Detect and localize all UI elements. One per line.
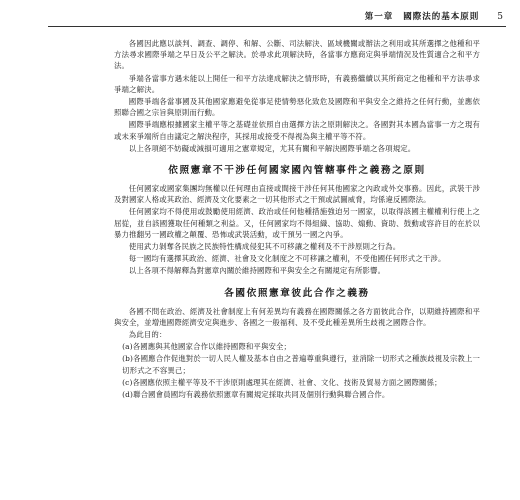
list-lead: 為此目的： [128, 330, 167, 340]
paragraph: 國際爭端應根據國家主權平等之基礎並依照自由選擇方法之原則解決之。各國對其本國為當事一方之現有或未來爭端所自由議定之解決程序，其採用或接受不得視為與主權平等不符。 [114, 120, 480, 141]
chapter-label: 第一章 [364, 12, 394, 22]
running-header [365, 10, 504, 22]
paragraph: 爭端各當事方遇未能以上開任一和平方法達成解決之情形時，有義務繼續以其所商定之他種和平方法尋求爭端之解決。 [114, 73, 480, 94]
section-heading-cooperation: 各國依照憲章彼此合作之義務 [224, 287, 370, 299]
list-item: (b)各國應合作促進對於一切人民人權及基本自由之普遍尊重與遵行，並消除一切形式之種族歧視及宗教上一切形式之不容異己； [122, 354, 480, 375]
page-number: 5 [497, 12, 504, 22]
paragraph: 國際爭端各當事國及其他國家應避免從事足使情勢惡化致危及國際和平與安全之維持之任何行動，並應依照聯合國之宗旨與原則而行動。 [114, 97, 480, 118]
section-non-intervention [114, 183, 480, 277]
paragraph: 各國不問在政治、經濟及社會制度上有何差異均有義務在國際關係之各方面彼此合作，以期維持國際和平與安全，並增進國際經濟安定與進步、各國之一般福利、及不受此種差異所生歧視之國際合作。 [114, 306, 480, 327]
page-body [114, 38, 480, 401]
paragraph: 以上各項不得解釋為對憲章內關於維持國際和平與安全之有關規定有所影響。 [128, 266, 386, 276]
chapter-title: 國際法的基本原則 [403, 12, 480, 22]
list-item: (c)各國應依照主權平等及不干涉原則處理其在經濟、社會、文化、技術及貿易方面之國際關係； [122, 377, 442, 387]
paragraph: 使用武力剝奪各民族之民族特性構成侵犯其不可移讓之權利及不干涉原則之行為。 [128, 242, 401, 252]
list-item: (d)聯合國會員國均有義務依照憲章有關規定採取共同及個別行動與聯合國合作。 [122, 390, 390, 400]
paragraph: 任何國家均不得使用或鼓勵使用經濟、政治或任何他種措施強迫另一國家，以取得該國主權權利行使上之屈從，並自該國獲取任何種類之利益。又，任何國家均不得組織、協助、煽動、資助、鼓動或容許目的在於以暴力推翻另一國政權之顛覆、恐怖或武裝活動，或干預另一國之內爭。 [114, 207, 480, 239]
cooperation-list [114, 329, 480, 400]
section-heading-non-intervention: 依照憲章不干涉任何國家國內管轄事件之義務之原則 [168, 165, 426, 177]
section-cooperation [114, 306, 480, 401]
paragraph: 每一國均有選擇其政治、經濟、社會及文化制度之不可移讓之權利，不受他國任何形式之干涉。 [128, 254, 446, 264]
paragraph: 任何國家或國家集團均無權以任何理由直接或間接干涉任何其他國家之內政或外交事務。因此，武裝干涉及對國家人格或其政治、經濟及文化要素之一切其他形式之干預或試圖威脅，均係違反國際法。 [114, 184, 480, 205]
header-rule [48, 26, 506, 27]
paragraph: 各國因此應以談判、調查、調停、和解、公斷、司法解決、區域機關或辦法之利用或其所選擇之他種和平方法尋求國際爭端之早日及公平之解決。於尋求此項解決時，各當事方應商定與爭端情況及性質適合之和平方法。 [114, 39, 480, 71]
paragraph: 以上各項絕不妨礙或減損可適用之憲章規定，尤其有關和平解決國際爭端之各項規定。 [128, 143, 416, 153]
section-peaceful-settlement [114, 38, 480, 154]
list-item: (a)各國應與其他國家合作以維持國際和平與安全； [122, 342, 292, 352]
